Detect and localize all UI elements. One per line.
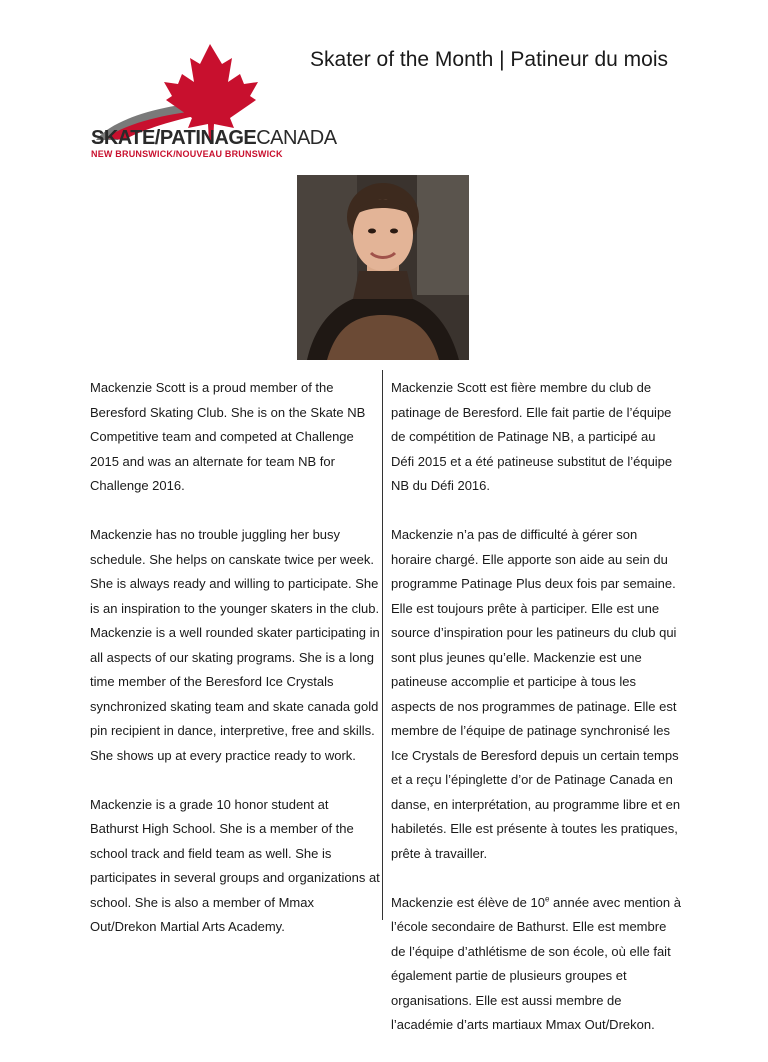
page-title: Skater of the Month | Patineur du mois	[310, 48, 668, 71]
french-paragraph-3-start: Mackenzie est élève de 10	[391, 894, 545, 910]
portrait-image	[297, 175, 469, 360]
french-paragraph-2: Mackenzie n’a pas de difficulté à gérer son horaire chargé. Elle apporte son aide au sein du programme Patinage Plus deux fois par semaine. Elle est toujours prête à participer. Elle est une source d’inspiration pour les patineurs du club qui sont plus jeunes qu’elle. Mackenzie est une patineuse accomplie et participe à tous les aspects de nos programmes de patinage. Elle est membre de l’équipe de patinage synchronisé les Ice Crystals de Beresford depuis un certain temps et a reçu l’épinglette d’or de Patinage Canada en danse, en interprétation, au programme libre et en habiletés. Elle est présente à toutes les pratiques, prête à travailler.	[391, 527, 681, 861]
english-paragraph-1: Mackenzie Scott is a proud member of the Beresford Skating Club. She is on the Skate NB Competitive team and competed at Challenge 2015 and was an alternate for team NB for Challenge 2016.	[90, 380, 366, 493]
ordinal-superscript: e	[544, 894, 550, 904]
logo-subtitle: NEW BRUNSWICK/NOUVEAU BRUNSWICK	[91, 149, 283, 159]
logo-main-bold: SKATE/PATINAGE	[91, 127, 257, 149]
english-paragraph-3: Mackenzie is a grade 10 honor student at Bathurst High School. She is a member of the school track and field team as well. She is participates in several groups and organizations at school. She is also a member of Mmax Out/Drekon Martial Arts Academy.	[90, 796, 380, 934]
column-divider	[382, 370, 383, 920]
logo-main-light: CANADA	[256, 127, 337, 149]
french-column	[391, 376, 681, 1062]
french-paragraph-1: Mackenzie Scott est fière membre du club de patinage de Beresford. Elle fait partie de l’équipe de compétition de Patinage NB, a participé au Défi 2015 et a été patineuse substitut de l’équipe NB du Défi 2016.	[391, 380, 673, 493]
english-column	[90, 376, 380, 964]
skater-photo	[297, 175, 469, 360]
english-paragraph-2: Mackenzie has no trouble juggling her busy schedule. She helps on canskate twice per week. She is always ready and willing to participate. She is an inspiration to the younger skaters in the club. Mackenzie is a well rounded skater participating in all aspects of our skating programs. She is a long time member of the Beresford Ice Crystals synchronized skating team and skate canada gold pin recipient in dance, interpretive, free and skills. She shows up at every practice ready to work.	[90, 527, 380, 763]
french-paragraph-3	[391, 891, 681, 1038]
french-paragraph-3-end: année avec mention à l’école secondaire de Bathurst. Elle est membre de l’équipe d’athlétisme de son école, où elle fait également partie de plusieurs groupes et organisations. Elle est aussi membre de l’académie d’arts martiaux Mmax Out/Drekon.	[391, 894, 681, 1032]
logo-wordmark	[91, 128, 337, 159]
